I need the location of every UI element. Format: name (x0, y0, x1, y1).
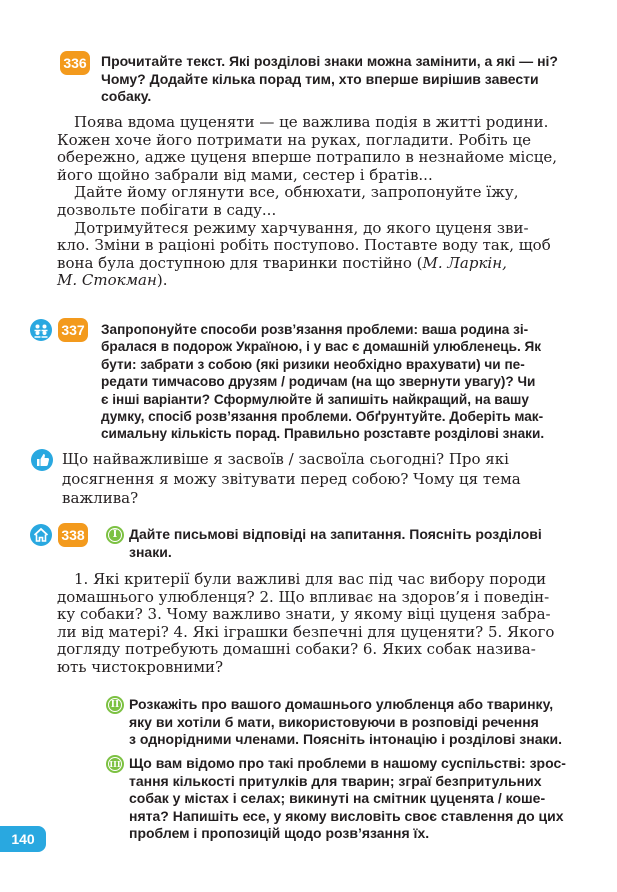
text-line (57, 272, 567, 290)
part-3-marker: III (106, 755, 124, 773)
text-line: обережно, адже цуценя вперше потрапило в незнайоме місце, (57, 148, 558, 167)
text-fragment: вона була доступною для тваринки постійно ( (57, 253, 423, 272)
exercise-338-part2-task (129, 696, 569, 749)
text-line: дозвольте побігати в саду... (57, 200, 277, 219)
task-line: собак у містах і селах; викинуті на смітник цуценята / коше- (129, 790, 546, 806)
task-line: тання кількості притулків для тварин; зграї безпритульних (129, 772, 542, 789)
home-icon (30, 524, 52, 546)
task-line: бралася в подорож Україною, і у вас є домашній улюбленець. Як (101, 339, 542, 355)
group-work-icon (30, 319, 52, 341)
task-line: проблем і пропозицій щодо розв’язання їх. (129, 825, 430, 841)
text-line: догляду потребують домашні собаки? 6. Яких собак назива- (57, 640, 536, 659)
text-line: 1. Які критерії були важливі для вас під час вибору породи (74, 570, 547, 588)
task-line: Що вам відомо про такі проблеми в нашому суспільстві: зрос- (129, 755, 566, 771)
task-line: редати тимчасово друзям / родичам (на що звернути увагу)? Чи (101, 374, 536, 390)
text-line: Поява вдома цуценяти — це важлива подія в житті родини. (74, 113, 549, 131)
task-line: думку, спосіб розв’язання проблеми. Обґрунтуйте. Доберіть мак- (101, 409, 544, 425)
task-line: з однорідними членами. Поясніть інтонацію і розділові знаки. (129, 731, 562, 747)
exercise-336-text (57, 114, 567, 290)
text-line: важлива? (62, 489, 139, 507)
task-line: Розкажіть про вашого домашнього улюбленця або тваринку, (129, 696, 554, 712)
text-line: ли від матері? 4. Які іграшки безпечні для цуценяти? 5. Якого (57, 622, 555, 641)
text-line: кло. Зміни в раціоні робіть поступово. Поставте воду так, щоб (57, 236, 551, 255)
author-name: М. Стокман (57, 271, 157, 290)
exercise-336-task (101, 53, 571, 106)
author-name: М. Ларкін, (422, 253, 507, 272)
text-line: домашнього улюбленця? 2. Що впливає на здоров’я і поведін- (57, 587, 550, 606)
exercise-number-badge: 337 (58, 318, 88, 342)
exercise-338-questions (57, 571, 567, 677)
task-line: Дайте письмові відповіді на запитання. Поясніть розділові (129, 526, 542, 542)
text-line (57, 255, 567, 273)
task-line: нята? Напишіть есе, у якому висловіть своє ставлення до цих (129, 807, 564, 824)
task-line: симальну кількість порад. Правильно розставте розділові знаки. (101, 426, 545, 442)
text-line: Що найважливіше я засвоїв / засвоїла сьогодні? Про які (62, 450, 509, 468)
task-line: бути: забрати з собою (які ризики необхідно врахувати) чи пе- (101, 356, 525, 372)
exercise-number-badge: 338 (58, 523, 88, 547)
task-line: Чому? Додайте кілька порад тим, хто вперше вирішив завести (101, 70, 539, 87)
task-line: знаки. (129, 543, 172, 560)
exercise-337-task (101, 321, 571, 443)
part-2-marker: II (106, 696, 124, 714)
text-fragment: ). (156, 271, 168, 290)
part-1-marker: I (106, 526, 124, 544)
task-line: собаку. (101, 88, 152, 104)
text-line: досягнення я можу звітувати перед собою? Чому ця тема (62, 469, 521, 488)
text-line: Кожен хоче його потримати на руках, погладити. Робіть це (57, 130, 532, 149)
text-line: ку собаки? 3. Чому важливо знати, у якому віці цуценя забра- (57, 605, 551, 624)
thumbs-up-icon (31, 449, 53, 471)
text-line: Дотримуйтеся режиму харчування, до якого цуценя зви- (74, 218, 529, 237)
task-line: Запропонуйте способи розв’язання проблеми: ваша родина зі- (101, 322, 529, 337)
text-line: його щойно забрали від мами, сестер і братів... (57, 165, 433, 184)
exercise-338-part1-task (129, 526, 569, 561)
text-line: Дайте йому оглянути все, обнюхати, запропонуйте їжу, (74, 183, 519, 202)
text-line: ють чистокровними? (57, 657, 224, 676)
task-line: яку ви хотіли б мати, використовуючи в розповіді речення (129, 713, 539, 730)
exercise-number-badge: 336 (60, 51, 90, 75)
exercise-338-part3-task (129, 755, 569, 843)
task-line: є інші варіанти? Сформулюйте й запишіть найкращий, на вашу (101, 391, 529, 407)
reflection-text (62, 450, 567, 509)
task-line: Прочитайте текст. Які розділові знаки можна замінити, а які — ні? (101, 53, 558, 69)
page-number: 140 (0, 826, 46, 852)
